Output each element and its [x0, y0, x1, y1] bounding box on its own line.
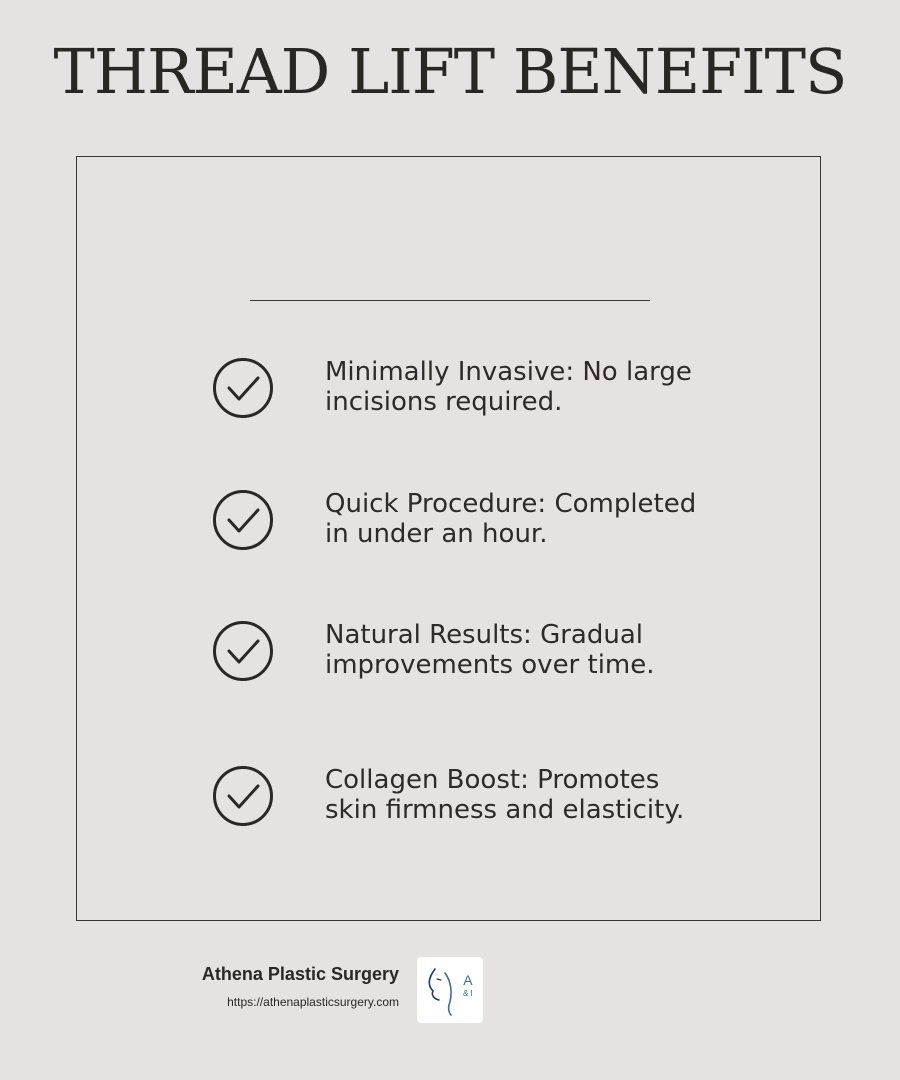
brand-name: Athena Plastic Surgery — [201, 964, 399, 984]
benefit-line-1: Quick Procedure: Completed — [325, 489, 697, 519]
benefit-text — [325, 620, 765, 680]
logo-letters — [463, 973, 473, 998]
benefit-line-2: skin firmness and elasticity. — [325, 795, 685, 825]
benefit-line-2: in under an hour. — [325, 519, 548, 549]
benefit-text — [325, 489, 765, 549]
benefit-text — [325, 765, 765, 825]
divider-line — [250, 300, 650, 301]
check-circle-icon — [212, 489, 274, 551]
brand-url[interactable]: https://athenaplasticsurgery.com — [227, 995, 399, 1009]
benefit-line-2: incisions required. — [325, 387, 563, 417]
benefit-text — [325, 357, 765, 417]
check-circle-icon — [212, 620, 274, 682]
logo-subtext: & I — [463, 989, 473, 998]
benefit-line-1: Natural Results: Gradual — [325, 620, 643, 650]
benefit-line-2: improvements over time. — [325, 650, 655, 680]
page-title: THREAD LIFT BENEFITS — [53, 35, 847, 108]
check-circle-icon — [212, 765, 274, 827]
brand-logo — [417, 957, 483, 1023]
face-profile-icon — [421, 959, 461, 1021]
logo-letter: A — [463, 972, 473, 988]
check-circle-icon — [212, 357, 274, 419]
benefit-line-1: Minimally Invasive: No large — [325, 357, 692, 387]
benefit-line-1: Collagen Boost: Promotes — [325, 765, 660, 795]
